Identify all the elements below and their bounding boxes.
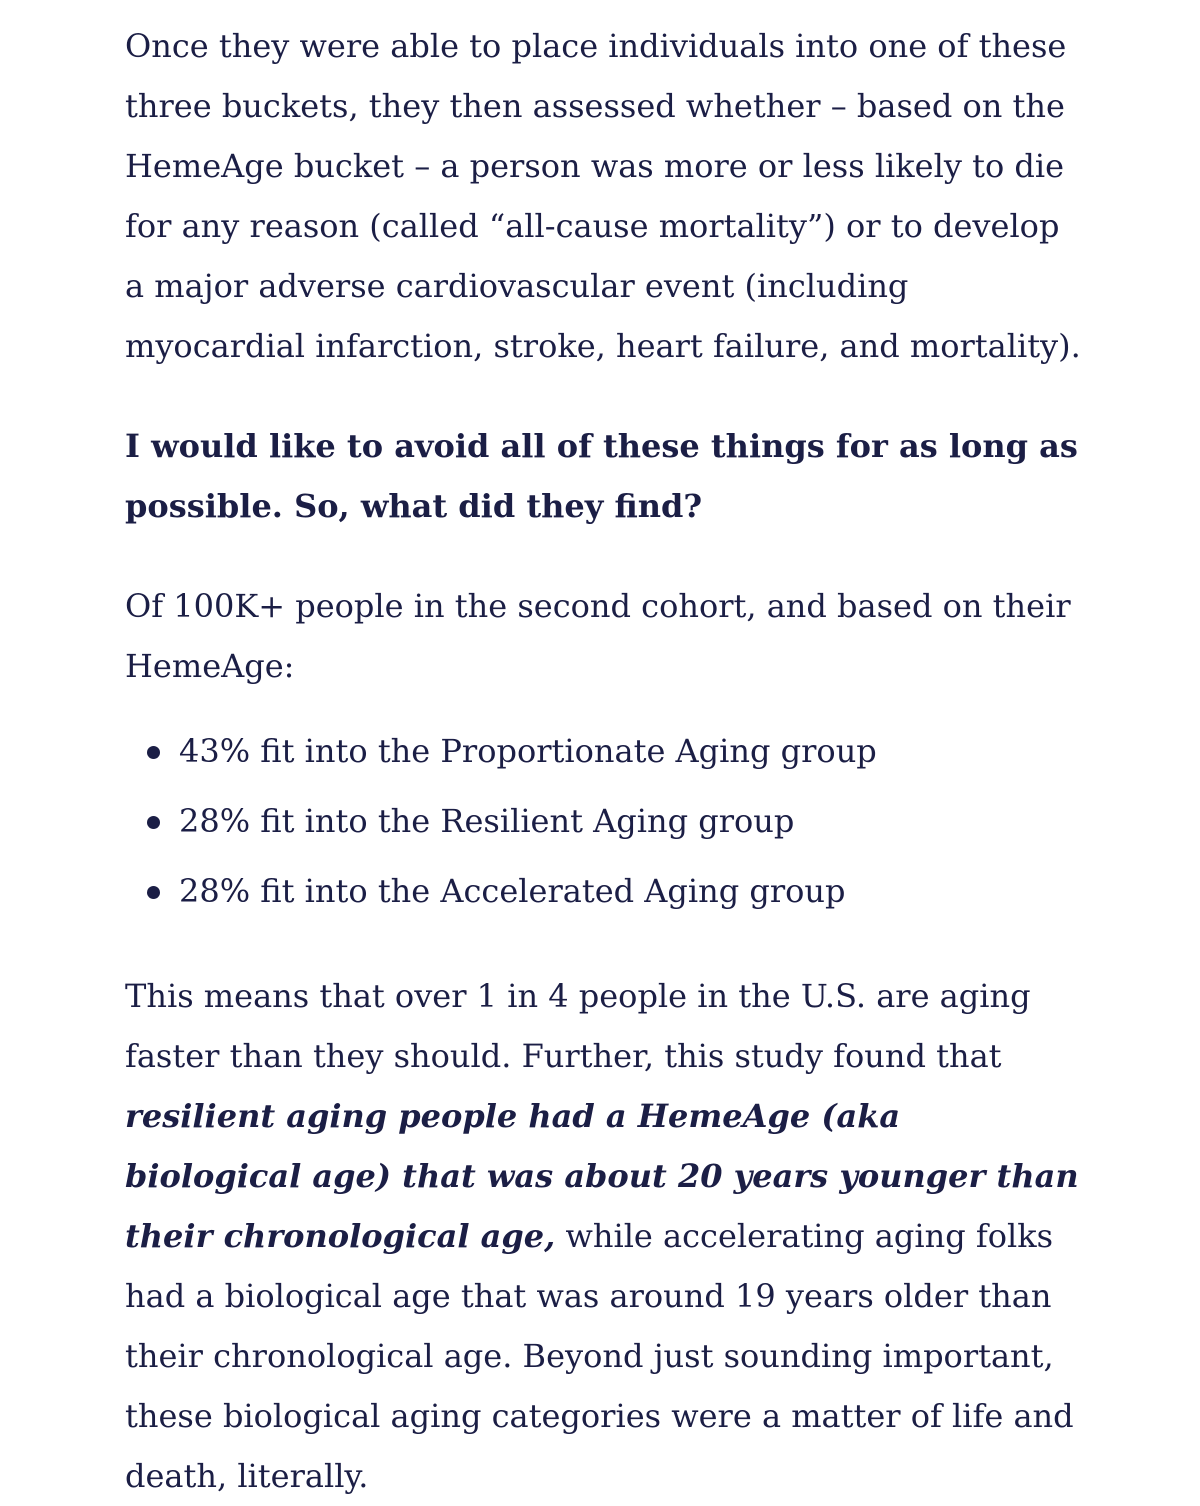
list-item-text: 28% fit into the Resilient Aging group: [179, 802, 795, 840]
bullet-icon: [147, 746, 160, 759]
paragraph-findings: [125, 966, 1085, 1506]
list-item-proportionate-aging: [125, 716, 1085, 786]
section-question-heading: I would like to avoid all of these things for as long as possible. So, what did they find?: [125, 427, 1078, 525]
findings-emphasis: resilient aging people had a HemeAge (aka biological age) that was about 20 years younger than their chronological age,: [125, 1097, 1079, 1255]
list-item-text: 28% fit into the Accelerated Aging group: [179, 872, 846, 910]
paragraph-cohort-intro: Of 100K+ people in the second cohort, and based on their HemeAge:: [125, 587, 1071, 685]
list-item-text: 43% fit into the Proportionate Aging group: [179, 732, 877, 770]
article-body: [125, 16, 1085, 1506]
list-item-resilient-aging: [125, 786, 1085, 856]
findings-text-lead: This means that over 1 in 4 people in the U.S. are aging faster than they should. Further, this study found that: [125, 977, 1031, 1075]
paragraph-mortality-assessment: Once they were able to place individuals into one of these three buckets, they then assessed whether – based on the HemeAge bucket – a person was more or less likely to die for any reason (called “all-cause mortality”) or to develop a major adverse cardiovascular event (including myocardial infarction, stroke, heart failure, and mortality).: [125, 27, 1081, 365]
bullet-icon: [147, 886, 160, 899]
list-item-accelerated-aging: [125, 856, 1085, 926]
bullet-icon: [147, 816, 160, 829]
aging-groups-list: [125, 696, 1085, 926]
findings-text-trail: while accelerating aging folks had a biological age that was around 19 years older than their chronological age. Beyond just sounding important, these biological aging categories were a matter of life and death, literally.: [125, 1217, 1074, 1495]
